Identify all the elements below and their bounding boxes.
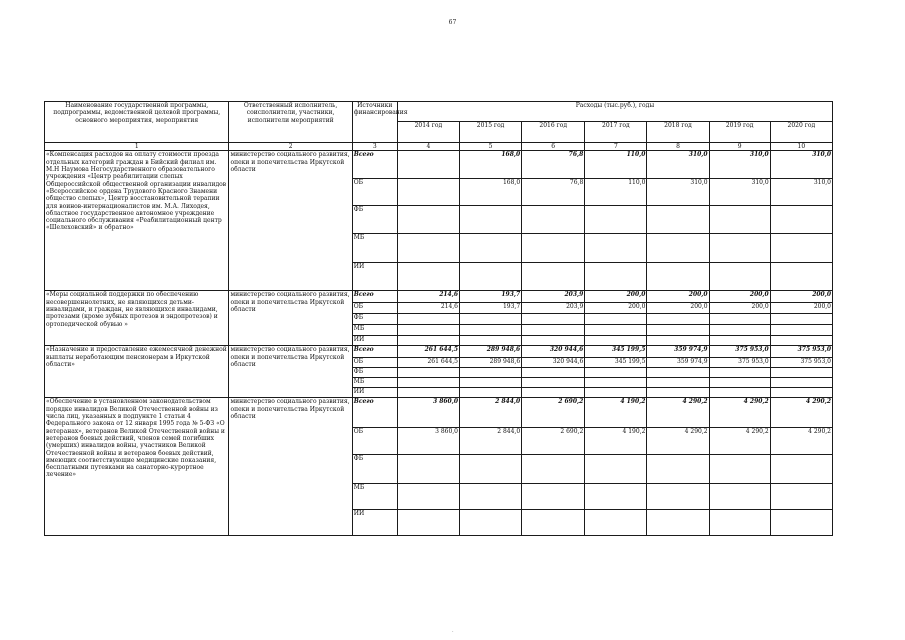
expense-value [460,314,522,325]
column-number: 4 [397,143,459,151]
funding-source: Всего [352,151,397,179]
expense-value [709,484,770,510]
expense-value [397,179,459,206]
expense-value [522,234,585,263]
expense-value: 310,0 [770,151,832,179]
expense-value [397,314,459,325]
measure-executor: министерство социального развития, опеки и попечительства Иркутской области [229,151,352,291]
funding-source: Всего [352,346,397,358]
funding-source: ФБ [352,206,397,234]
expense-value [460,455,522,484]
funding-source: ФБ [352,455,397,484]
header-year: 2016 год [522,122,585,143]
expense-value [585,368,647,378]
expense-value: 345 199,5 [585,346,647,358]
expense-value: 200,0 [709,291,770,303]
expense-value: 359 974,9 [647,346,709,358]
expense-value [647,510,709,536]
expense-value [585,378,647,388]
expense-value: 261 644,5 [397,358,459,368]
expense-value [397,388,459,398]
expense-value [770,378,832,388]
expense-value [522,206,585,234]
measure-name: «Компенсация расходов на оплату стоимости проезда отдельных категорий граждан в Бийский филиал им. М.Н Наумова Негосударственного образовательного учреждения «Центр реабилитации слепых Общероссийской общественной организации инвалидов «Всероссийское ордена Трудового Красного Знамени общество слепых», Центр восстановительной терапии для воинов-интернационалистов им. М.А. Лиходея, областное государственное автономное учреждение социального обслуживания «Реабилитационный центр «Шелеховский» и обратно» [45,151,229,291]
expense-value: 110,0 [585,151,647,179]
expense-value: 200,0 [647,291,709,303]
expense-value [709,263,770,291]
expense-value [709,510,770,536]
expense-value [397,336,459,346]
funding-source: МБ [352,484,397,510]
column-number: 3 [352,143,397,151]
expense-value [770,484,832,510]
measure-name: «Назначение и предоставление ежемесячной денежной выплаты неработающим пенсионерам в Иркутской области» [45,346,229,398]
expense-value [522,314,585,325]
expense-value [460,510,522,536]
funding-source: ОБ [352,358,397,368]
expense-value: 2 844,0 [460,398,522,428]
funding-source: МБ [352,378,397,388]
expense-value [397,484,459,510]
expense-value [397,325,459,336]
expense-value: 200,0 [709,303,770,314]
column-number: 2 [229,143,352,151]
expense-value: 214,6 [397,291,459,303]
expense-value: 4 290,2 [647,398,709,428]
header-year: 2017 год [585,122,647,143]
funding-source: ИИ [352,510,397,536]
expense-value: 4 290,2 [709,398,770,428]
expense-value [770,510,832,536]
header-row [45,102,833,122]
expense-value [397,206,459,234]
expense-value: 375 953,0 [770,358,832,368]
header-name: Наименование государственной программы, подпрограммы, ведомственной целевой программы, основного мероприятия, мероприятия [45,102,229,143]
expense-value [709,314,770,325]
expense-value [522,510,585,536]
measure-executor: министерство социального развития, опеки и попечительства Иркутской области [229,346,352,398]
section-total-row [45,346,833,358]
funding-source: ОБ [352,179,397,206]
expense-value [770,455,832,484]
expense-value [460,378,522,388]
expense-value: 193,7 [460,291,522,303]
expense-value [770,263,832,291]
expense-value [585,206,647,234]
expense-value [585,388,647,398]
expense-value [709,325,770,336]
expense-value: 214,6 [397,303,459,314]
expense-value [647,378,709,388]
expense-value: 320 944,6 [522,346,585,358]
expense-value: 289 948,6 [460,346,522,358]
expense-value: 193,7 [460,303,522,314]
funding-source: ИИ [352,263,397,291]
expense-value [770,234,832,263]
expense-value [585,455,647,484]
expense-value: 200,0 [770,291,832,303]
expense-value: 310,0 [709,179,770,206]
expense-value: 168,0 [460,151,522,179]
expense-value: 4 190,2 [585,398,647,428]
expense-value [460,206,522,234]
header-executor: Ответственный исполнитель, соисполнители, участники, исполнители мероприятий [229,102,352,143]
expense-value [585,510,647,536]
section-total-row [45,291,833,303]
expense-value: 168,0 [460,179,522,206]
expense-value [709,378,770,388]
expense-value [460,336,522,346]
measure-executor: министерство социального развития, опеки и попечительства Иркутской области [229,398,352,536]
expense-value: 203,9 [522,303,585,314]
expense-value: 2 844,0 [460,428,522,455]
expense-value [522,263,585,291]
expense-value: 320 944,6 [522,358,585,368]
footer-mark: . [452,628,454,634]
expense-value: 4 290,2 [647,428,709,455]
expense-value [647,484,709,510]
expense-value: 359 974,9 [647,358,709,368]
expense-value [647,325,709,336]
expense-value: 310,0 [709,151,770,179]
expense-value: 310,0 [770,179,832,206]
expense-value [460,388,522,398]
expense-value [647,206,709,234]
expense-value [709,455,770,484]
expense-value [397,455,459,484]
expense-value [770,325,832,336]
expense-value: 76,8 [522,151,585,179]
header-year: 2019 год [709,122,770,143]
expense-value [647,234,709,263]
header-year: 2015 год [460,122,522,143]
expense-value: 4 190,2 [585,428,647,455]
expense-value: 310,0 [647,151,709,179]
expense-value [709,388,770,398]
header-source: Источники финансирования [352,102,397,143]
column-number: 10 [770,143,832,151]
measure-executor: министерство социального развития, опеки и попечительства Иркутской области [229,291,352,346]
expense-value: 200,0 [585,303,647,314]
expense-value [585,263,647,291]
expense-value [397,263,459,291]
expense-value [709,234,770,263]
expense-value [522,325,585,336]
expense-value [770,368,832,378]
expense-value [770,314,832,325]
expense-value [585,336,647,346]
expense-value [647,368,709,378]
expense-value [770,388,832,398]
header-year: 2020 год [770,122,832,143]
expense-value [647,336,709,346]
expense-value: 289 948,6 [460,358,522,368]
expense-value [585,234,647,263]
expense-value [397,151,459,179]
funding-source: МБ [352,234,397,263]
expense-value [397,234,459,263]
header-year: 2014 год [397,122,459,143]
expense-value: 3 860,0 [397,428,459,455]
expense-value [647,455,709,484]
expense-value [522,368,585,378]
expense-value: 4 290,2 [709,428,770,455]
column-number: 6 [522,143,585,151]
header-year: 2018 год [647,122,709,143]
funding-source: Всего [352,291,397,303]
expense-value [460,263,522,291]
funding-source: МБ [352,325,397,336]
column-number: 9 [709,143,770,151]
expense-value: 4 290,2 [770,398,832,428]
expense-value: 200,0 [585,291,647,303]
funding-source: ИИ [352,336,397,346]
column-number: 8 [647,143,709,151]
expense-value: 375 953,0 [709,358,770,368]
funding-source: ИИ [352,388,397,398]
expense-value [397,368,459,378]
expense-value: 200,0 [770,303,832,314]
expense-value [522,388,585,398]
expense-value [522,484,585,510]
expense-value [397,378,459,388]
expense-value: 261 644,5 [397,346,459,358]
expense-value: 375 953,0 [770,346,832,358]
expense-value [770,206,832,234]
section-total-row [45,398,833,428]
expense-value: 310,0 [647,179,709,206]
expense-value: 2 690,2 [522,398,585,428]
expense-value [585,325,647,336]
budget-table [44,101,833,536]
expense-value [585,484,647,510]
expense-value [647,314,709,325]
expense-value [647,263,709,291]
funding-source: ОБ [352,303,397,314]
expense-value: 375 953,0 [709,346,770,358]
expense-value: 2 690,2 [522,428,585,455]
expense-value: 3 860,0 [397,398,459,428]
expense-value: 76,8 [522,179,585,206]
expense-value [709,206,770,234]
header-expenses: Расходы (тыс.руб.), годы [397,102,832,122]
expense-value [460,234,522,263]
expense-value: 4 290,2 [770,428,832,455]
funding-source: ФБ [352,314,397,325]
measure-name: «Обеспечение в установленном законодательством порядке инвалидов Великой Отечественной войны из числа лиц, указанных в подпункте 1 статьи 4 Федерального закона от 12 января 1995 года № 5-ФЗ «О ветеранах», ветеранов Великой Отечественной войны и ветеранов боевых действий, членов семей погибших (умерших) инвалидов войны, участников Великой Отечественной войны и ветеранов боевых действий, имеющих соответствующие медицинские показания, бесплатными путевками на санаторно-курортное лечение» [45,398,229,536]
funding-source: ОБ [352,428,397,455]
expense-value: 203,9 [522,291,585,303]
page-number: 67 [448,19,457,26]
expense-value [397,510,459,536]
funding-source: ФБ [352,368,397,378]
expense-value [460,368,522,378]
column-number: 7 [585,143,647,151]
expense-value [522,336,585,346]
expense-value [460,484,522,510]
column-number: 1 [45,143,229,151]
column-numbers-row [45,143,833,151]
measure-name: «Меры социальной поддержки по обеспечению несовершеннолетних, не являющихся детьми-инвалидами, и граждан, не являющихся инвалидами, протезами (кроме зубных протезов и эндопротезов) и ортопедической обувью » [45,291,229,346]
expense-value [460,325,522,336]
expense-value [585,314,647,325]
funding-source: Всего [352,398,397,428]
column-number: 5 [460,143,522,151]
expense-value [709,368,770,378]
expense-value [770,336,832,346]
expense-value [522,378,585,388]
expense-value [522,455,585,484]
expense-value: 200,0 [647,303,709,314]
expense-value: 345 199,5 [585,358,647,368]
section-total-row [45,151,833,179]
expense-value: 110,0 [585,179,647,206]
expense-value [647,388,709,398]
expense-value [709,336,770,346]
